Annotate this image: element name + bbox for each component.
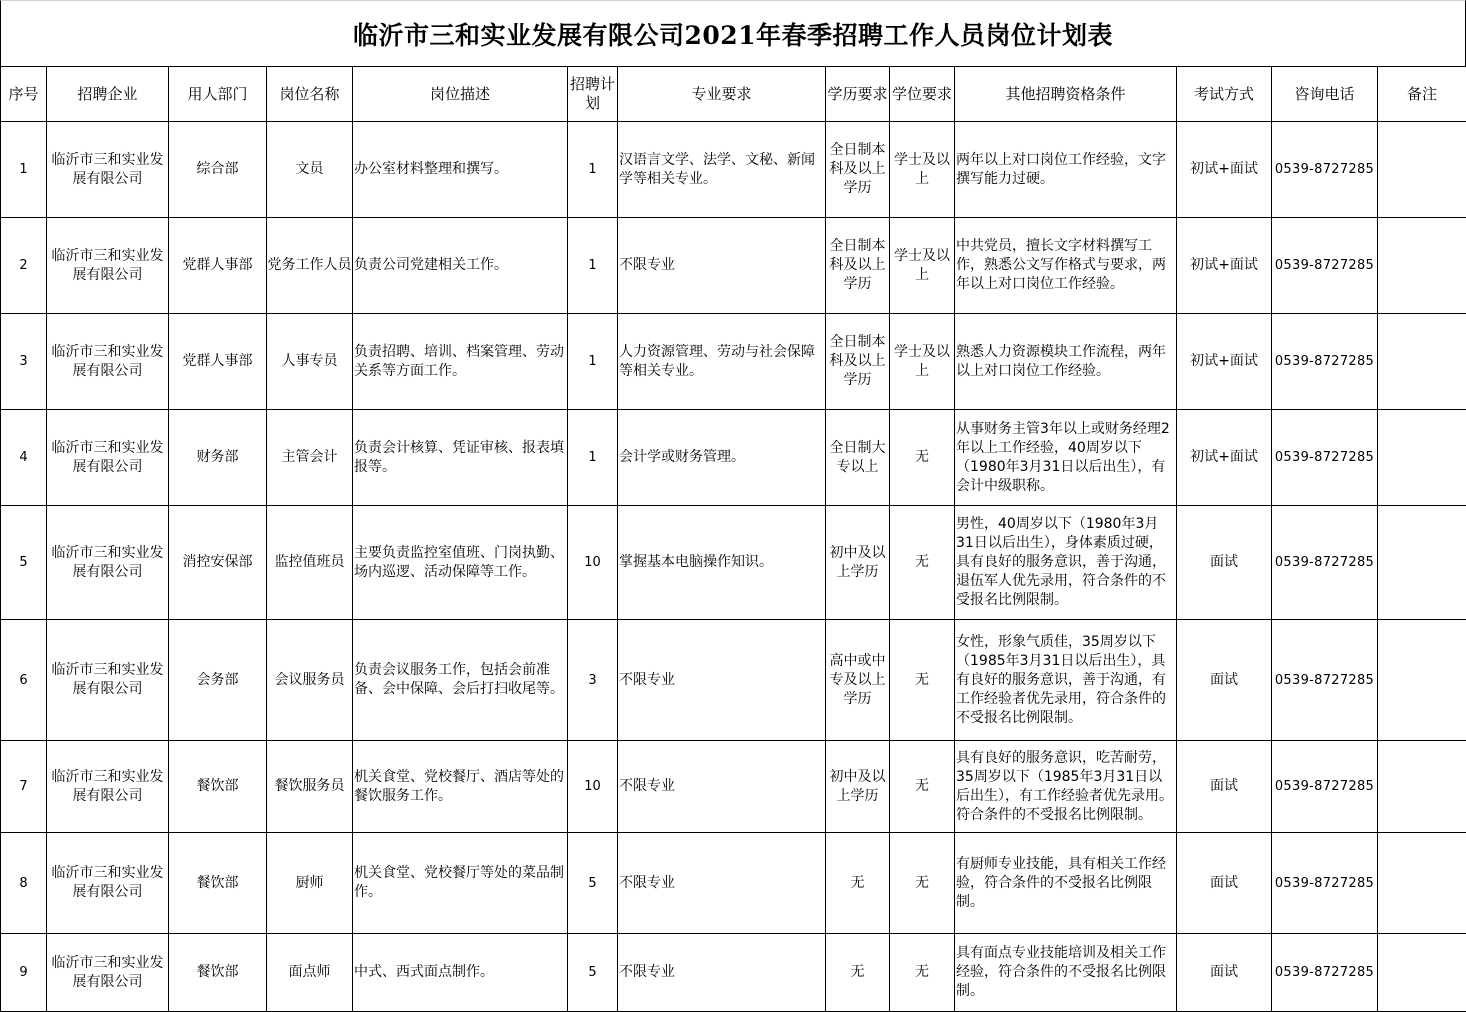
cell-phone: 0539-8727285 [1272,314,1378,410]
header-degree: 学位要求 [890,67,955,122]
table-row [1,218,1466,314]
cell-phone: 0539-8727285 [1272,741,1378,833]
cell-degree: 学士及以上 [890,314,955,410]
cell-seq: 5 [1,506,47,620]
header-phone: 咨询电话 [1272,67,1378,122]
cell-note [1378,620,1466,741]
cell-degree: 无 [890,506,955,620]
cell-degree: 学士及以上 [890,122,955,218]
cell-other: 女性，形象气质佳，35周岁以下（1985年3月31日以后出生），具有良好的服务意识，善于沟通，有工作经验者优先录用，符合条件的不受报名比例限制。 [955,620,1177,741]
cell-company: 临沂市三和实业发展有限公司 [47,934,169,1012]
cell-degree: 无 [890,934,955,1012]
cell-degree: 无 [890,833,955,934]
table-row [1,506,1466,620]
title-row [0,0,1466,66]
page-title: 临沂市三和实业发展有限公司2021年春季招聘工作人员岗位计划表 [353,16,1113,52]
cell-dept: 消控安保部 [169,506,267,620]
cell-company: 临沂市三和实业发展有限公司 [47,833,169,934]
table-row [1,833,1466,934]
cell-plan: 1 [568,314,618,410]
cell-dept: 财务部 [169,410,267,506]
cell-plan: 10 [568,741,618,833]
cell-degree: 学士及以上 [890,218,955,314]
cell-position: 厨师 [267,833,353,934]
cell-seq: 3 [1,314,47,410]
cell-seq: 2 [1,218,47,314]
cell-desc: 负责会计核算、凭证审核、报表填报等。 [353,410,568,506]
cell-degree: 无 [890,741,955,833]
cell-desc: 机关食堂、党校餐厅等处的菜品制作。 [353,833,568,934]
cell-dept: 餐饮部 [169,934,267,1012]
cell-note [1378,410,1466,506]
cell-exam: 初试+面试 [1177,122,1272,218]
cell-desc: 负责公司党建相关工作。 [353,218,568,314]
cell-exam: 初试+面试 [1177,314,1272,410]
cell-company: 临沂市三和实业发展有限公司 [47,620,169,741]
cell-seq: 8 [1,833,47,934]
cell-company: 临沂市三和实业发展有限公司 [47,314,169,410]
cell-note [1378,506,1466,620]
cell-desc: 负责招聘、培训、档案管理、劳动关系等方面工作。 [353,314,568,410]
cell-exam: 面试 [1177,506,1272,620]
cell-other: 熟悉人力资源模块工作流程，两年以上对口岗位工作经验。 [955,314,1177,410]
cell-exam: 面试 [1177,620,1272,741]
cell-note [1378,314,1466,410]
cell-degree: 无 [890,620,955,741]
cell-position: 会议服务员 [267,620,353,741]
cell-company: 临沂市三和实业发展有限公司 [47,410,169,506]
cell-position: 监控值班员 [267,506,353,620]
header-company: 招聘企业 [47,67,169,122]
cell-desc: 中式、西式面点制作。 [353,934,568,1012]
cell-exam: 初试+面试 [1177,218,1272,314]
header-position: 岗位名称 [267,67,353,122]
cell-edu: 初中及以上学历 [826,741,890,833]
cell-seq: 6 [1,620,47,741]
cell-major: 不限专业 [618,833,826,934]
cell-plan: 5 [568,833,618,934]
cell-plan: 5 [568,934,618,1012]
table-row [1,620,1466,741]
cell-major: 不限专业 [618,218,826,314]
cell-note [1378,833,1466,934]
cell-edu: 无 [826,833,890,934]
header-seq: 序号 [1,67,47,122]
cell-phone: 0539-8727285 [1272,218,1378,314]
cell-note [1378,934,1466,1012]
cell-exam: 面试 [1177,741,1272,833]
cell-other: 具有面点专业技能培训及相关工作经验，符合条件的不受报名比例限制。 [955,934,1177,1012]
cell-plan: 1 [568,218,618,314]
cell-major: 不限专业 [618,620,826,741]
cell-dept: 党群人事部 [169,218,267,314]
cell-company: 临沂市三和实业发展有限公司 [47,218,169,314]
cell-desc: 机关食堂、党校餐厅、酒店等处的餐饮服务工作。 [353,741,568,833]
cell-other: 两年以上对口岗位工作经验，文字撰写能力过硬。 [955,122,1177,218]
cell-degree: 无 [890,410,955,506]
cell-position: 党务工作人员 [267,218,353,314]
cell-edu: 全日制本科及以上学历 [826,314,890,410]
cell-dept: 餐饮部 [169,833,267,934]
cell-position: 餐饮服务员 [267,741,353,833]
cell-seq: 4 [1,410,47,506]
cell-position: 面点师 [267,934,353,1012]
cell-desc: 办公室材料整理和撰写。 [353,122,568,218]
cell-dept: 党群人事部 [169,314,267,410]
cell-exam: 面试 [1177,934,1272,1012]
table-row [1,410,1466,506]
cell-plan: 1 [568,122,618,218]
cell-plan: 1 [568,410,618,506]
cell-edu: 无 [826,934,890,1012]
cell-phone: 0539-8727285 [1272,410,1378,506]
header-note: 备注 [1378,67,1466,122]
header-other: 其他招聘资格条件 [955,67,1177,122]
header-row [1,67,1466,122]
cell-other: 具有良好的服务意识，吃苦耐劳，35周岁以下（1985年3月31日以后出生），有工作经验者优先录用。符合条件的不受报名比例限制。 [955,741,1177,833]
cell-plan: 10 [568,506,618,620]
cell-edu: 初中及以上学历 [826,506,890,620]
cell-exam: 面试 [1177,833,1272,934]
cell-edu: 高中或中专及以上学历 [826,620,890,741]
cell-edu: 全日制大专以上 [826,410,890,506]
cell-desc: 主要负责监控室值班、门岗执勤、场内巡逻、活动保障等工作。 [353,506,568,620]
cell-phone: 0539-8727285 [1272,122,1378,218]
cell-position: 主管会计 [267,410,353,506]
cell-other: 男性，40周岁以下（1980年3月31日以后出生），身体素质过硬，具有良好的服务意识，善于沟通，退伍军人优先录用，符合条件的不受报名比例限制。 [955,506,1177,620]
cell-major: 不限专业 [618,741,826,833]
cell-edu: 全日制本科及以上学历 [826,218,890,314]
cell-company: 临沂市三和实业发展有限公司 [47,741,169,833]
cell-dept: 综合部 [169,122,267,218]
cell-exam: 初试+面试 [1177,410,1272,506]
header-edu: 学历要求 [826,67,890,122]
cell-major: 会计学或财务管理。 [618,410,826,506]
table-row [1,934,1466,1012]
cell-plan: 3 [568,620,618,741]
table-row [1,741,1466,833]
cell-phone: 0539-8727285 [1272,833,1378,934]
header-exam: 考试方式 [1177,67,1272,122]
cell-phone: 0539-8727285 [1272,934,1378,1012]
cell-seq: 9 [1,934,47,1012]
cell-phone: 0539-8727285 [1272,506,1378,620]
cell-seq: 1 [1,122,47,218]
cell-phone: 0539-8727285 [1272,620,1378,741]
cell-desc: 负责会议服务工作，包括会前准备、会中保障、会后打扫收尾等。 [353,620,568,741]
cell-major: 不限专业 [618,934,826,1012]
header-desc: 岗位描述 [353,67,568,122]
cell-major: 汉语言文学、法学、文秘、新闻学等相关专业。 [618,122,826,218]
header-plan: 招聘计划 [568,67,618,122]
header-major: 专业要求 [618,67,826,122]
job-plan-table [0,66,1466,1012]
cell-position: 文员 [267,122,353,218]
cell-other: 中共党员，擅长文字材料撰写工作，熟悉公文写作格式与要求，两年以上对口岗位工作经验。 [955,218,1177,314]
cell-major: 人力资源管理、劳动与社会保障等相关专业。 [618,314,826,410]
header-dept: 用人部门 [169,67,267,122]
cell-edu: 全日制本科及以上学历 [826,122,890,218]
cell-dept: 餐饮部 [169,741,267,833]
cell-seq: 7 [1,741,47,833]
cell-other: 有厨师专业技能，具有相关工作经验，符合条件的不受报名比例限制。 [955,833,1177,934]
cell-note [1378,741,1466,833]
table-row [1,314,1466,410]
cell-company: 临沂市三和实业发展有限公司 [47,506,169,620]
table-row [1,122,1466,218]
cell-company: 临沂市三和实业发展有限公司 [47,122,169,218]
cell-note [1378,218,1466,314]
cell-dept: 会务部 [169,620,267,741]
cell-note [1378,122,1466,218]
cell-other: 从事财务主管3年以上或财务经理2年以上工作经验，40周岁以下（1980年3月31日以后出生），有会计中级职称。 [955,410,1177,506]
cell-major: 掌握基本电脑操作知识。 [618,506,826,620]
cell-position: 人事专员 [267,314,353,410]
